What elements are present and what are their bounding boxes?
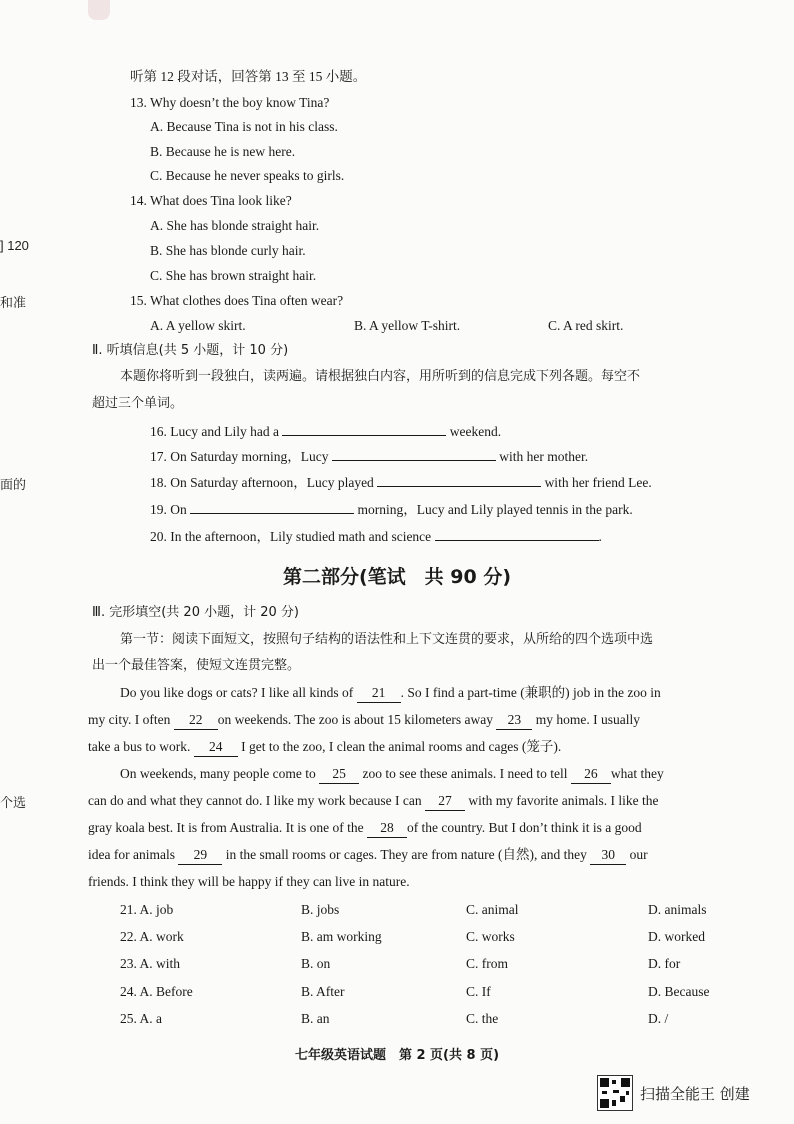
answer-blank-18[interactable]: [377, 472, 541, 487]
scanner-watermark: 扫描全能王 创建: [640, 1085, 750, 1103]
cloze-blank-24[interactable]: 24: [194, 738, 238, 757]
cloze-blank-29[interactable]: 29: [178, 846, 222, 865]
section-2-instruction: 本题你将听到一段独白，读两遍。请根据独白内容，用所听到的信息完成下列各题。每空不: [120, 369, 641, 384]
section-2-heading: Ⅱ. 听填信息(共 5 小题，计 10 分): [92, 343, 289, 358]
option-15c: C. A red skirt.: [548, 318, 624, 333]
option-15b: B. A yellow T-shirt.: [354, 318, 461, 333]
cloze-blank-26[interactable]: 26: [571, 765, 611, 784]
fill-item-19: 19. On morning，Lucy and Lily played tennis in the park.: [150, 499, 633, 519]
option-14b: B. She has blonde curly hair.: [150, 243, 306, 258]
cloze-blank-28[interactable]: 28: [367, 819, 407, 838]
margin-fragment: 和准: [0, 295, 27, 310]
option-15a: A. A yellow skirt.: [150, 318, 246, 333]
passage-line: take a bus to work. 24 I get to the zoo, I clean the animal rooms and cages (笼子).: [88, 738, 561, 757]
fill-item-18: 18. On Saturday afternoon，Lucy played with her friend Lee.: [150, 472, 652, 492]
option-14a: A. She has blonde straight hair.: [150, 218, 320, 233]
page-footer: 七年级英语试题 第 2 页(共 8 页): [294, 1048, 500, 1063]
cloze-blank-30[interactable]: 30: [590, 846, 626, 865]
section-3-instruction: 第一节：阅读下面短文，按照句子结构的语法性和上下文连贯的要求，从所给的四个选项中选: [120, 632, 654, 647]
cloze-blank-22[interactable]: 22: [174, 711, 218, 730]
section-2-instruction-cont: 超过三个单词。: [92, 396, 184, 411]
passage-line: can do and what they cannot do. I like my work because I can 27 with my favorite animals. I like the: [88, 792, 658, 811]
answer-blank-20[interactable]: [435, 526, 599, 541]
cloze-blank-21[interactable]: 21: [357, 684, 401, 703]
qr-code-icon: [597, 1075, 633, 1111]
passage-line: On weekends, many people come to 25 zoo to see these animals. I need to tell 26 what they: [120, 765, 664, 784]
cloze-blank-27[interactable]: 27: [425, 792, 465, 811]
question-13: 13. Why doesn’t the boy know Tina?: [130, 95, 330, 110]
passage-line: Do you like dogs or cats? I like all kinds of 21 . So I find a part-time (兼职的) job in the zoo in: [120, 684, 661, 703]
part-two-heading: 第二部分(笔试 共 90 分): [282, 566, 512, 588]
question-14: 14. What does Tina look like?: [130, 193, 292, 208]
section-3-instruction-cont: 出一个最佳答案，使短文连贯完整。: [92, 658, 301, 673]
instruction-q13-15: 听第 12 段对话，回答第 13 至 15 小题。: [130, 69, 367, 84]
fill-item-16: 16. Lucy and Lily had a weekend.: [150, 421, 501, 441]
fill-item-20: 20. In the afternoon，Lily studied math and science .: [150, 526, 602, 546]
answer-blank-19[interactable]: [190, 499, 354, 514]
margin-fragment: ] 120: [0, 238, 29, 253]
margin-fragment: 个选: [0, 795, 27, 810]
option-13a: A. Because Tina is not in his class.: [150, 119, 338, 134]
section-3-heading: Ⅲ. 完形填空(共 20 小题，计 20 分): [92, 605, 299, 620]
question-15: 15. What clothes does Tina often wear?: [130, 293, 344, 308]
top-edge-mark: [88, 0, 110, 20]
passage-line: friends. I think they will be happy if they can live in nature.: [88, 874, 410, 889]
option-13c: C. Because he never speaks to girls.: [150, 168, 345, 183]
cloze-blank-23[interactable]: 23: [496, 711, 532, 730]
fill-item-17: 17. On Saturday morning，Lucy with her mother.: [150, 446, 588, 466]
margin-fragment: 面的: [0, 477, 27, 492]
cloze-blank-25[interactable]: 25: [319, 765, 359, 784]
passage-line: my city. I often 22 on weekends. The zoo is about 15 kilometers away 23 my home. I usually: [88, 711, 640, 730]
option-14c: C. She has brown straight hair.: [150, 268, 317, 283]
passage-line: gray koala best. It is from Australia. It is one of the 28 of the country. But I don’t think it is a good: [88, 819, 642, 838]
answer-blank-16[interactable]: [282, 421, 446, 436]
passage-line: idea for animals 29 in the small rooms or cages. They are from nature (自然), and they 30 our: [88, 846, 648, 865]
option-13b: B. Because he is new here.: [150, 144, 296, 159]
answer-blank-17[interactable]: [332, 446, 496, 461]
